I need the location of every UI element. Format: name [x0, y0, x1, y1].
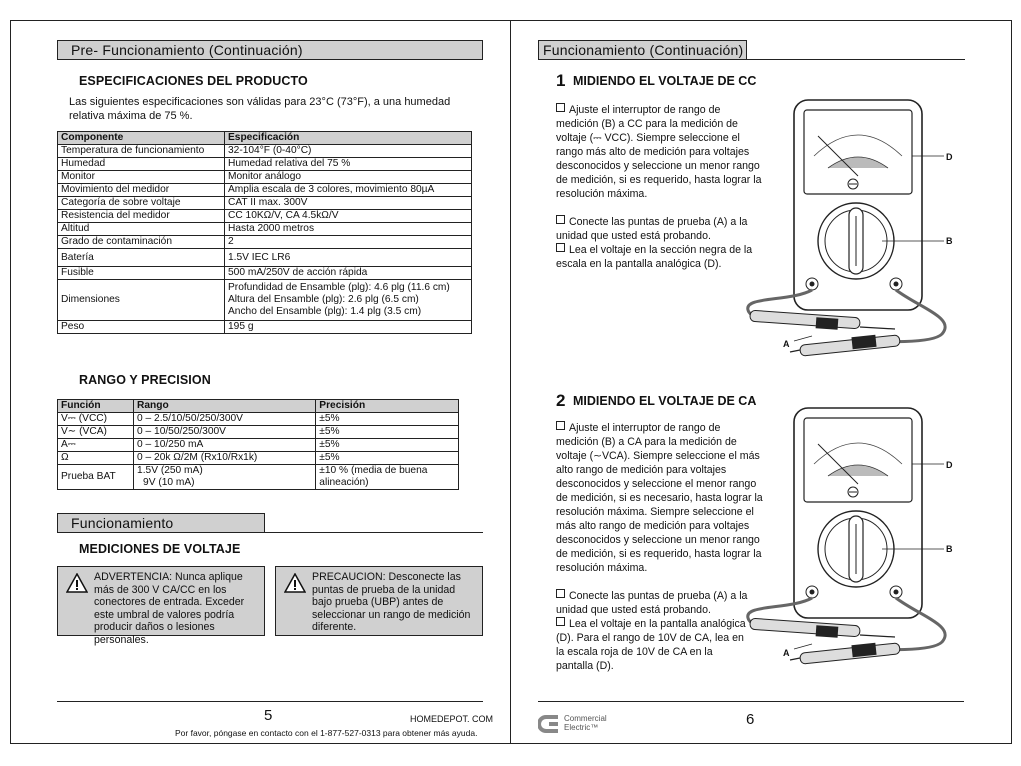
footer-rule-right — [538, 701, 964, 702]
specs-table — [57, 131, 472, 334]
spec-name: Dimensiones — [58, 280, 225, 321]
brand-logo-icon — [538, 714, 562, 734]
spec-name: Resistencia del medidor — [58, 210, 225, 223]
spec-name: Batería — [58, 249, 225, 267]
label-d-2: D — [946, 460, 953, 470]
range-header-row — [58, 400, 459, 413]
spec-name: Altitud — [58, 223, 225, 236]
step1-item-text: Ajuste el interruptor de rango de medición (B) a CC para la medición de voltaje (⎓ VCC). Siempre seleccione el rango más alto de medición para voltajes desconocidos y seleccione un menor rango de medición, si es requerido, hasta lograr la resolución máxima. — [556, 104, 762, 200]
range-precision: ±5% — [316, 439, 459, 452]
range-heading: RANGO Y PRECISION — [79, 373, 211, 387]
multimeter-illustration-dc — [730, 96, 975, 366]
spec-name: Categoría de sobre voltaje — [58, 197, 225, 210]
range-value: 0 – 10/250 mA — [134, 439, 316, 452]
spec-value: Humedad relativa del 75 % — [225, 158, 472, 171]
spec-value: Hasta 2000 metros — [225, 223, 472, 236]
brand-name — [564, 714, 607, 732]
multimeter-illustration-ac — [730, 404, 975, 674]
spec-value: 500 mA/250V de acción rápida — [225, 267, 472, 280]
table-row — [58, 267, 472, 280]
step1-number: 1 — [556, 71, 566, 90]
step2-item-text: Conecte las puntas de prueba (A) a la unidad que usted está probando. — [556, 590, 748, 616]
dimension-depth: Profundidad de Ensamble (plg): 4.6 plg (11.6 cm) — [228, 282, 450, 293]
step2-title: MIDIENDO EL VOLTAJE DE CA — [573, 394, 757, 408]
range-function: V∼ (VCA) — [58, 426, 134, 439]
spec-name: Peso — [58, 321, 225, 334]
spec-value: 1.5V IEC LR6 — [225, 249, 472, 267]
range-function: Prueba BAT — [58, 465, 134, 490]
section-rule-right — [747, 59, 965, 60]
checkbox-icon — [556, 589, 565, 598]
label-b-1: B — [946, 236, 953, 246]
table-row — [58, 171, 472, 184]
table-row — [58, 223, 472, 236]
page-number-right: 6 — [746, 711, 755, 728]
range-function: A⎓ — [58, 439, 134, 452]
checkbox-icon — [556, 617, 565, 626]
spec-name: Humedad — [58, 158, 225, 171]
site-url: HOMEDEPOT. COM — [410, 714, 494, 724]
range-value: 0 – 20k Ω/2M (Rx10/Rx1k) — [134, 452, 316, 465]
label-d-1: D — [946, 152, 953, 162]
spec-name: Grado de contaminación — [58, 236, 225, 249]
checkbox-icon — [556, 103, 565, 112]
table-row — [58, 197, 472, 210]
step2-item-text: Ajuste el interruptor de rango de medición (B) a CA para la medición de voltaje (∼VCA). Siempre seleccione el más alto rango de medición para voltajes desconocidos y seleccione el menor rango de medición, si es necesario, hasta lograr la resolución máxima. Siempre seleccione el más alto rango de medición para voltajes desconocidos y seleccione un menor rango de medición, si es requerido, hasta lograr la resolución máxima. — [556, 422, 763, 574]
spec-value: Monitor análogo — [225, 171, 472, 184]
spec-value: Amplia escala de 3 colores, movimiento 80µA — [225, 184, 472, 197]
range-precision: ±5% — [316, 413, 459, 426]
range-precision: ±5% — [316, 426, 459, 439]
step2-item — [556, 617, 746, 673]
range-header-precision: Precisión — [316, 400, 459, 413]
table-row — [58, 465, 459, 490]
range-header-function: Función — [58, 400, 134, 413]
specs-heading: ESPECIFICACIONES DEL PRODUCTO — [79, 74, 308, 88]
checkbox-icon — [556, 243, 565, 252]
range-precision: ±5% — [316, 452, 459, 465]
label-a-1: A — [783, 339, 790, 349]
spec-name: Temperatura de funcionamiento — [58, 145, 225, 158]
brand-line-1: Commercial — [564, 714, 607, 723]
spec-value: 2 — [225, 236, 472, 249]
spec-value — [225, 280, 472, 321]
page-divider — [510, 20, 511, 744]
specs-header-row — [58, 132, 472, 145]
table-row — [58, 145, 472, 158]
operation-rule — [265, 532, 483, 533]
spec-name: Monitor — [58, 171, 225, 184]
step1-item-text: Conecte las puntas de prueba (A) a la unidad que usted está probando. — [556, 216, 748, 242]
spec-value: 32-104°F (0-40°C) — [225, 145, 472, 158]
table-row — [58, 210, 472, 223]
specs-intro: Las siguientes especificaciones son válidas para 23°C (73°F), a una humedad relativa máxima de 75 %. — [69, 96, 451, 122]
specs-header-specification: Especificación — [225, 132, 472, 145]
caution-box — [275, 566, 483, 636]
section-title-left: Pre- Funcionamiento (Continuación) — [57, 40, 483, 60]
table-row — [58, 413, 459, 426]
step1-item-text: Lea el voltaje en la sección negra de la escala en la pantalla analógica (D). — [556, 244, 753, 270]
step2-number: 2 — [556, 391, 566, 410]
spec-name: Movimiento del medidor — [58, 184, 225, 197]
dimension-height: Altura del Ensamble (plg): 2.6 plg (6.5 cm) — [228, 294, 419, 305]
contact-line: Por favor, póngase en contacto con el 1-877-527-0313 para obtener más ayuda. — [175, 728, 478, 738]
spec-value: CAT II max. 300V — [225, 197, 472, 210]
table-row — [58, 158, 472, 171]
range-function: V⎓ (VCC) — [58, 413, 134, 426]
spec-value: 195 g — [225, 321, 472, 334]
dimension-width: Ancho del Ensamble (plg): 1.4 plg (3.5 cm) — [228, 306, 422, 317]
voltage-heading: MEDICIONES DE VOLTAJE — [79, 542, 241, 556]
warning-box — [57, 566, 265, 646]
table-row — [58, 249, 472, 267]
table-row — [58, 426, 459, 439]
brand-line-2: Electric™ — [564, 723, 599, 732]
table-row — [58, 321, 472, 334]
range-value: 0 – 2.5/10/50/250/300V — [134, 413, 316, 426]
page-number-left: 5 — [264, 707, 273, 724]
table-row — [58, 280, 472, 321]
label-b-2: B — [946, 544, 953, 554]
footer-rule-left — [57, 701, 483, 702]
specs-header-component: Componente — [58, 132, 225, 145]
bat-range-1: 1.5V (250 mA) — [137, 465, 203, 476]
section-title-right: Funcionamiento (Continuación) — [538, 40, 747, 60]
caution-icon — [284, 573, 306, 593]
range-precision: ±10 % (media de buena alineación) — [316, 465, 459, 490]
spec-name: Fusible — [58, 267, 225, 280]
range-value — [134, 465, 316, 490]
warning-icon — [66, 573, 88, 593]
label-a-2: A — [783, 648, 790, 658]
range-function: Ω — [58, 452, 134, 465]
step1-title: MIDIENDO EL VOLTAJE DE CC — [573, 74, 757, 88]
table-row — [58, 236, 472, 249]
table-row — [58, 439, 459, 452]
range-table — [57, 399, 459, 490]
spec-value: CC 10KΩ/V, CA 4.5kΩ/V — [225, 210, 472, 223]
range-header-range: Rango — [134, 400, 316, 413]
bat-range-2: 9V (10 mA) — [143, 477, 195, 488]
table-row — [58, 184, 472, 197]
checkbox-icon — [556, 215, 565, 224]
checkbox-icon — [556, 421, 565, 430]
warning-text: ADVERTENCIA: Nunca aplique más de 300 V CA/CC en los conectores de entrada. Exceder este umbral de valores podría producir daños o lesiones personales. — [94, 571, 245, 646]
step2-item-text: Lea el voltaje en la pantalla analógica (D). Para el rango de 10V de CA, lea en la escala roja de 10V de CA en la pantalla (D). — [556, 618, 746, 672]
range-value: 0 – 10/50/250/300V — [134, 426, 316, 439]
operation-title: Funcionamiento — [57, 513, 265, 533]
table-row — [58, 452, 459, 465]
caution-text: PRECAUCION: Desconecte las puntas de prueba de la unidad bajo prueba (UBP) antes de seleccionar un rango de medición diferente. — [312, 571, 471, 634]
